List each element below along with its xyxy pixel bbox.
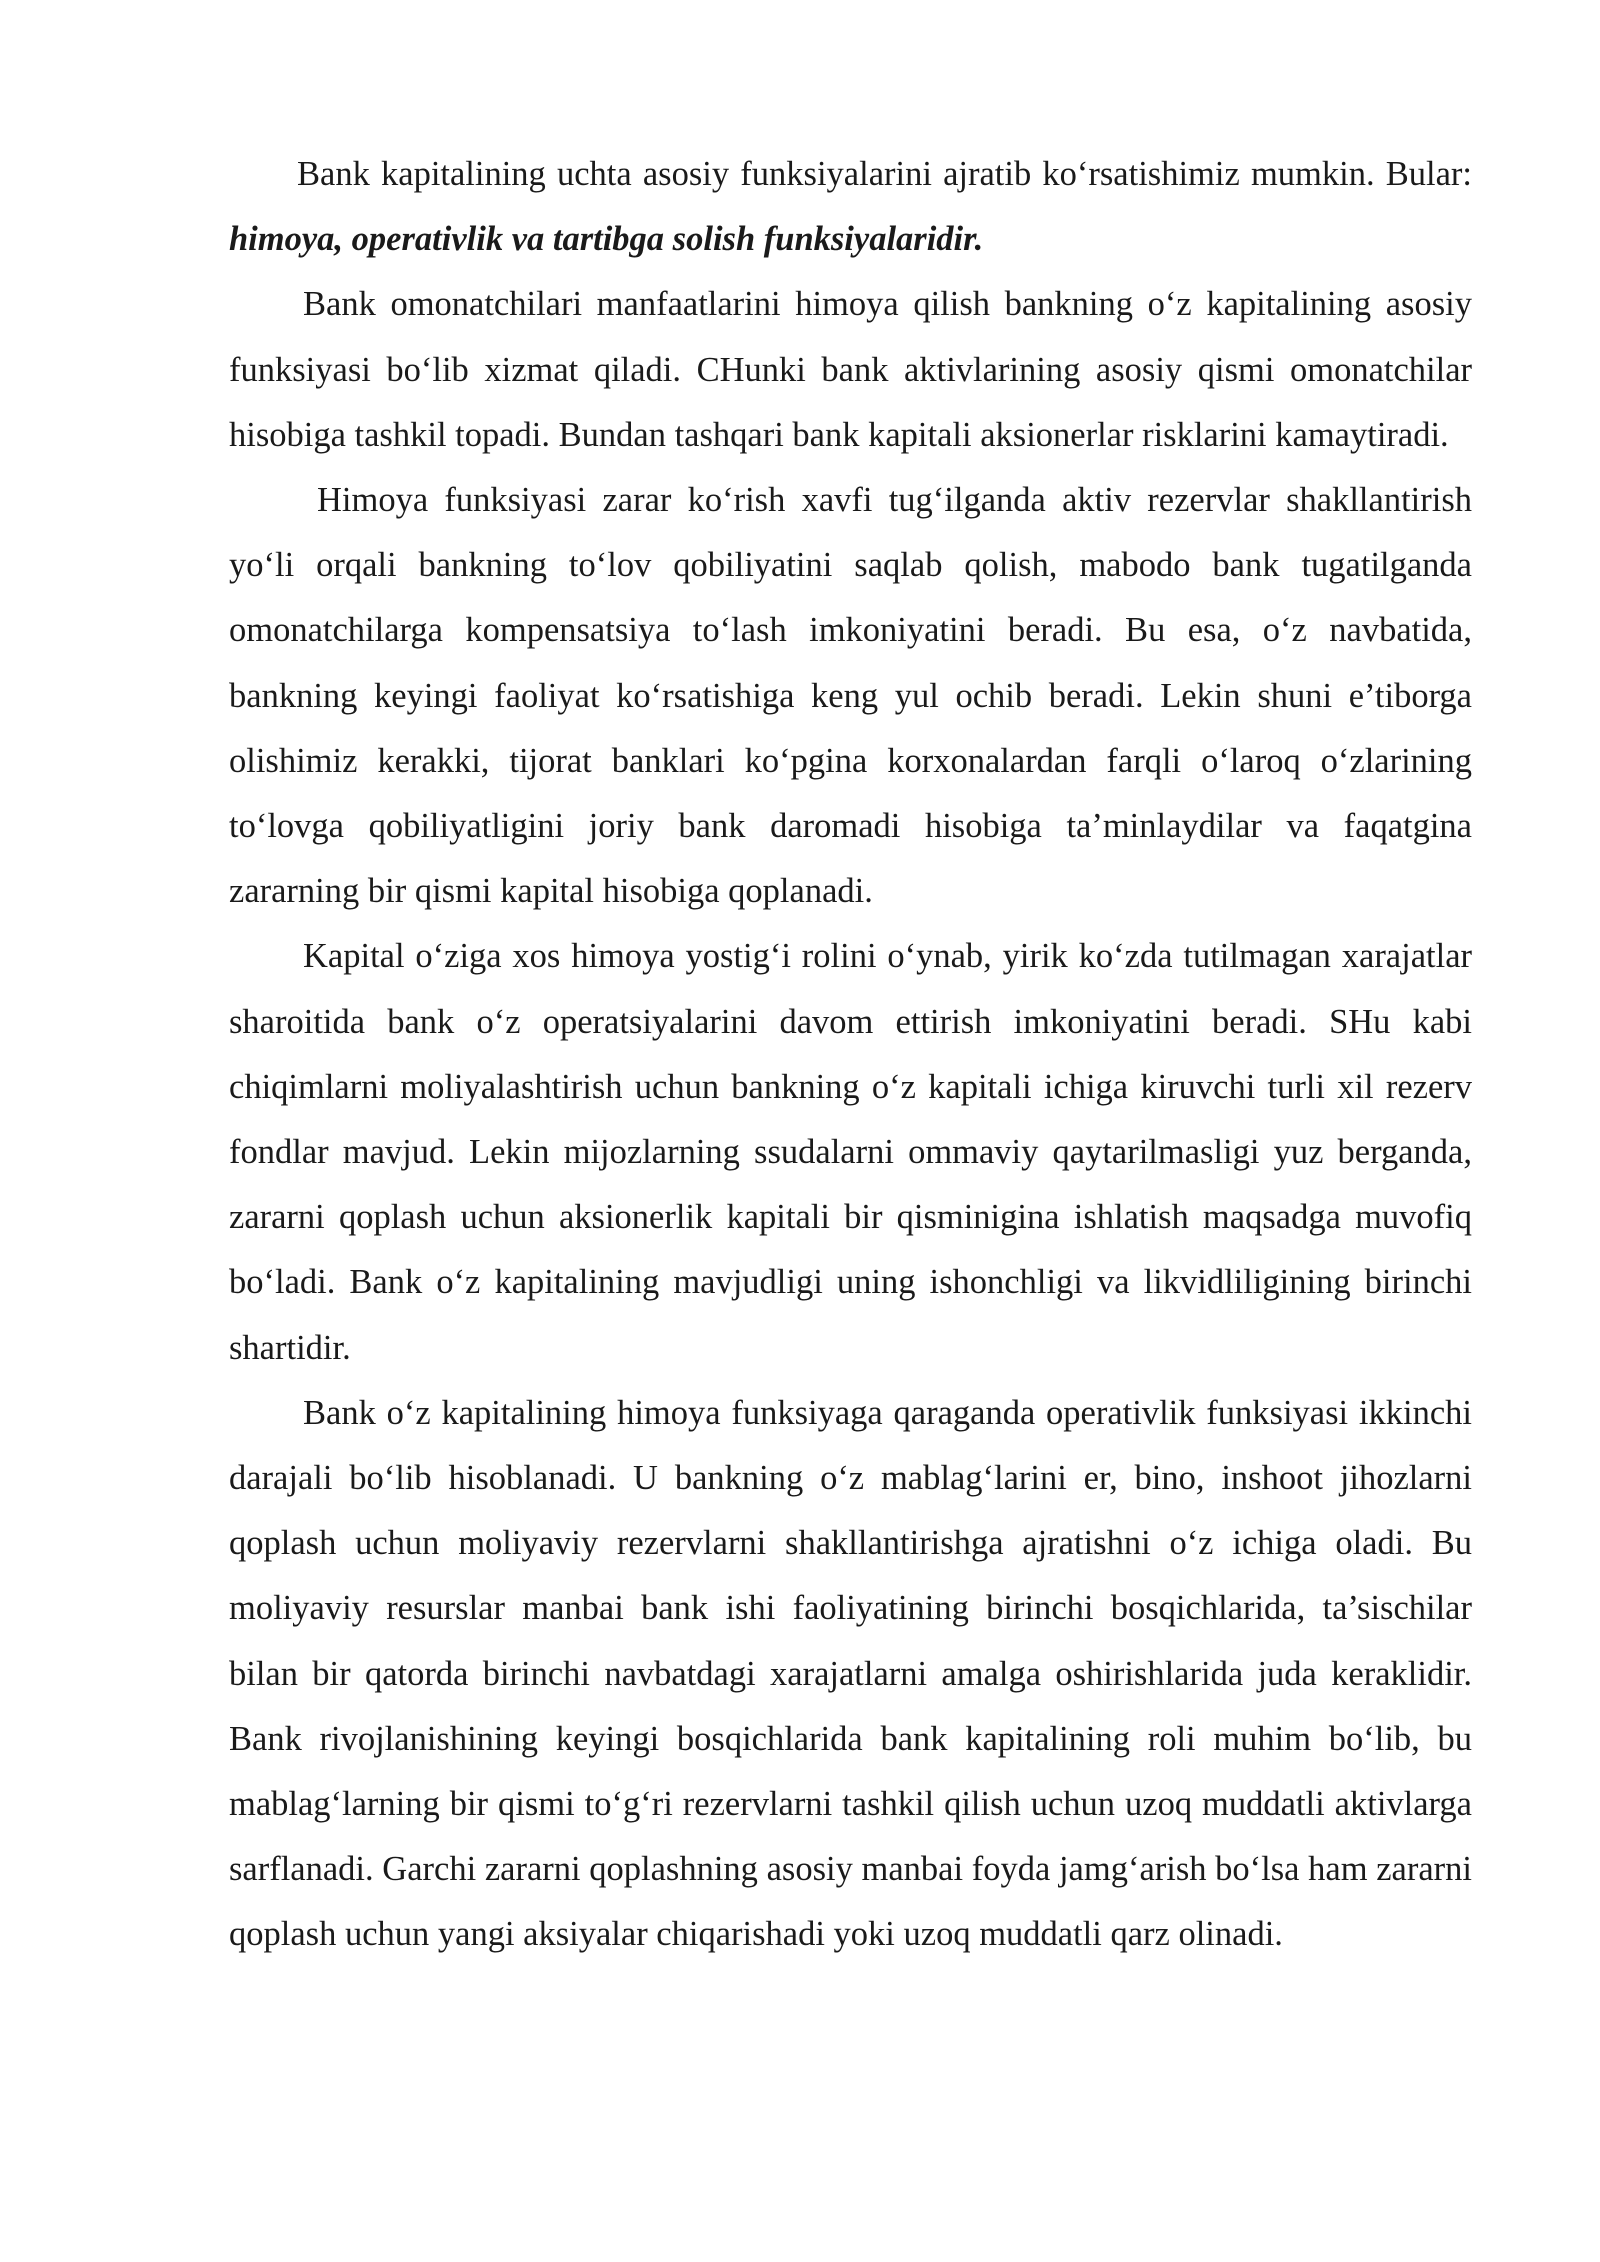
paragraph-lead-text: Bank kapitalining uchta asosiy funksiyalarini ajratib ko‘rsatishimiz mumkin. Bular: — [297, 155, 1472, 193]
paragraph-functions-intro — [229, 142, 1472, 272]
paragraph-capital-cushion: Kapital o‘ziga xos himoya yostig‘i rolini o‘ynab, yirik ko‘zda tutilmagan xarajatlar sharoitida bank o‘z operatsiyalarini davom ettirish imkoniyatini beradi. SHu kabi chiqimlarni moliyalashtirish uchun bankning o‘z kapitali ichiga kiruvchi turli xil rezerv fondlar mavjud. Lekin mijozlarning ssudalarni ommaviy qaytarilmasligi yuz berganda, zararni qoplash uchun aksionerlik kapitali bir qisminigina ishlatish maqsadga muvofiq bo‘ladi. Bank o‘z kapitalining mavjudligi uning ishonchligi va likvidliligining birinchi shartidir. — [229, 937, 1472, 1367]
paragraph-operative-function: Bank o‘z kapitalining himoya funksiyaga qaraganda operativlik funksiyasi ikkinchi darajali bo‘lib hisoblanadi. U bankning o‘z mablag‘larini er, bino, inshoot jihozlarni qoplash uchun moliyaviy rezervlarni shakllantirishga ajratishni o‘z ichiga oladi. Bu moliyaviy resurslar manbai bank ishi faoliyatining birinchi bosqichlarida, ta’sischilar bilan bir qatorda birinchi navbatdagi xarajatlarni amalga oshirishlarida juda keraklidir. Bank rivojlanishining keyingi bosqichlarida bank kapitalining roli muhim bo‘lib, bu mablag‘larning bir qismi to‘g‘ri rezervlarni tashkil qilish uchun uzoq muddatli aktivlarga sarflanadi. Garchi zararni qoplashning asosiy manbai foyda jamg‘arish bo‘lsa ham zararni qoplash uchun yangi aksiyalar chiqarishadi yoki uzoq muddatli qarz olinadi. — [229, 1393, 1472, 1954]
functions-list-emphasis: himoya, operativlik va tartibga solish funksiyalaridir. — [229, 220, 984, 259]
paragraph-protection-function: Himoya funksiyasi zarar ko‘rish xavfi tug‘ilganda aktiv rezervlar shakllantirish yo‘li orqali bankning to‘lov qobiliyatini saqlab qolish, mabodo bank tugatilganda omonatchilarga kompensatsiya to‘lash imkoniyatini beradi. Bu esa, o‘z navbatida, bankning keyingi faoliyat ko‘rsatishiga keng yul ochib beradi. Lekin shuni e’tiborga olishimiz kerakki, tijorat banklari ko‘pgina korxonalardan farqli o‘laroq o‘zlarining to‘lovga qobiliyatligini joriy bank daromadi hisobiga ta’minlaydilar va faqatgina zararning bir qismi kapital hisobiga qoplanadi. — [229, 481, 1472, 911]
paragraph-depositor-protection: Bank omonatchilari manfaatlarini himoya qilish bankning o‘z kapitalining asosiy funksiyasi bo‘lib xizmat qiladi. CHunki bank aktivlarining asosiy qismi omonatchilar hisobiga tashkil topadi. Bundan tashqari bank kapitali aksionerlar risklarini kamaytiradi. — [229, 285, 1472, 454]
document-body — [229, 142, 1472, 1968]
